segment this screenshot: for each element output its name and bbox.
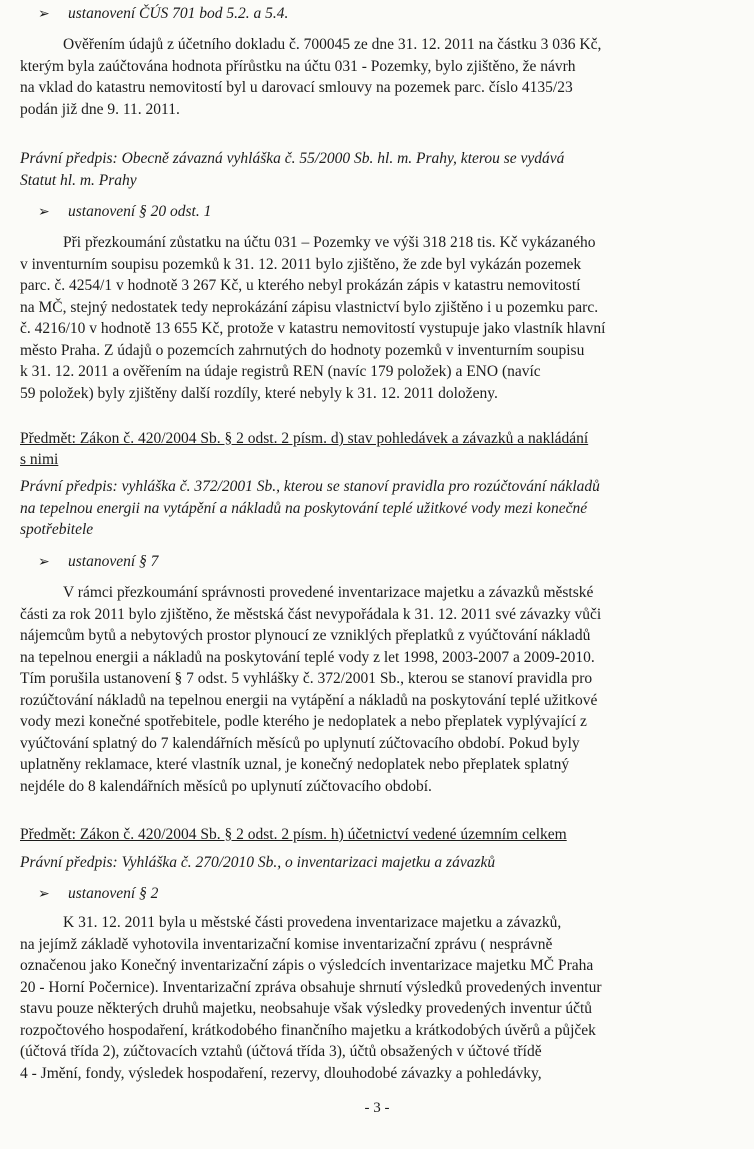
paragraph: Při přezkoumání zůstatku na účtu 031 – Pozemky ve výši 318 218 tis. Kč vykázaného v inventurním soupisu pozemků k 31. 12. 2011 bylo zjištěno, že zde byl vykázán pozemek parc. č. 4254/1 v hodnotě 3 267 Kč, u kterého nebyl prokázán zápis v katastru nemovitostí na MČ, stejný nedostatek tedy neprokázání zápisu vlastnictví bylo zjištěno i u pozemku parc. č. 4216/10 v hodnotě 13 655 Kč, protože v katastru nemovitostí vystupuje jako vlastník hlavní město Praha. Z údajů o pozemcích zahrnutých do hodnoty pozemků v inventurním soupisu k 31. 12. 2011 a ověřením na údaje registrů REN (navíc 179 položek) a ENO (navíc 59 položek) byly zjištěny další rozdíly, které nebyly k 31. 12. 2011 doloženy. xyxy=(20,234,606,402)
subject-heading: Předmět: Zákon č. 420/2004 Sb. § 2 odst. 2 písm. h) účetnictví vedené územním celkem xyxy=(20,826,567,843)
arrow-bullet-icon: ➢ xyxy=(38,555,50,570)
page-number: - 3 - xyxy=(364,1100,390,1116)
legal-regulation: Právní předpis: vyhláška č. 372/2001 Sb., kterou se stanoví pravidla pro rozúčtování nákladů na tepelnou energii na vytápění a nákladů na poskytování teplé užitkové vody mezi konečné spotřebitele xyxy=(20,478,600,538)
bullet-heading: ➢ ustanovení ČÚS 701 bod 5.2. a 5.4. xyxy=(38,4,288,25)
bullet-heading: ➢ ustanovení § 20 odst. 1 xyxy=(38,202,211,223)
paragraph: K 31. 12. 2011 byla u městské části provedena inventarizace majetku a závazků, na jejímž základě vyhotovila inventarizační komise inventarizační zprávu ( nesprávně označenou jako Konečný inventarizační zápis o výsledcích inventarizace majetku MČ Praha 20 - Horní Počernice). Inventarizační zpráva obsahuje shrnutí výsledků provedených inventur stavu pouze některých druhů majetku, neobsahuje však výsledky provedených inventur účtů rozpočtového hospodaření, krátkodobého finančního majetku a krátkodobých úvěrů a půjček (účtová třída 2), zúčtovacích vztahů (účtová třída 3), účtů obsažených v účtové třídě 4 - Jmění, fondy, výsledek hospodaření, rezervy, dlouhodobé závazky a pohledávky, xyxy=(20,914,602,1082)
arrow-bullet-icon: ➢ xyxy=(38,7,50,22)
legal-regulation: Právní předpis: Vyhláška č. 270/2010 Sb., o inventarizaci majetku a závazků xyxy=(20,854,496,871)
paragraph: Ověřením údajů z účetního dokladu č. 700045 ze dne 31. 12. 2011 na částku 3 036 Kč, kterým byla zaúčtována hodnota přírůstku na účtu 031 - Pozemky, bylo zjištěno, že návrh na vklad do katastru nemovitostí byl u darovací smlouvy na pozemek parc. číslo 4135/23 podán již dne 9. 11. 2011. xyxy=(20,36,602,118)
bullet-heading: ➢ ustanovení § 7 xyxy=(38,552,158,573)
paragraph: V rámci přezkoumání správnosti provedené inventarizace majetku a závazků městské části za rok 2011 bylo zjištěno, že městská část nevypořádala k 31. 12. 2011 své závazky vůči nájemcům bytů a nebytových prostor plynoucí ze vzniklých přeplatků z vyúčtování nákladů na tepelnou energii a nákladů na poskytování teplé vody z let 1998, 2003-2007 a 2009-2010. Tím porušila ustanovení § 7 odst. 5 vyhlášky č. 372/2001 Sb., kterou se stanoví pravidla pro rozúčtování nákladů na tepelnou energii na vytápění a nákladů na poskytování teplé užitkové vody mezi konečné spotřebitele, podle kterého je nedoplatek a nebo přeplatek vyplývající z vyúčtování splatný do 7 kalendářních měsíců po uplynutí zúčtovacího období. Pokud byly uplatněny reklamace, které vlastník uznal, je konečný nedoplatek nebo přeplatek splatný nejdéle do 8 kalendářních měsíců po uplynutí zúčtovacího období. xyxy=(20,584,602,795)
subject-heading: Předmět: Zákon č. 420/2004 Sb. § 2 odst. 2 písm. d) stav pohledávek a závazků a nakládání s nimi xyxy=(20,430,589,468)
legal-regulation: Právní předpis: Obecně závazná vyhláška č. 55/2000 Sb. hl. m. Prahy, kterou se vydává Statut hl. m. Prahy xyxy=(20,150,565,189)
arrow-bullet-icon: ➢ xyxy=(38,887,50,902)
arrow-bullet-icon: ➢ xyxy=(38,205,50,220)
bullet-heading: ➢ ustanovení § 2 xyxy=(38,884,158,905)
